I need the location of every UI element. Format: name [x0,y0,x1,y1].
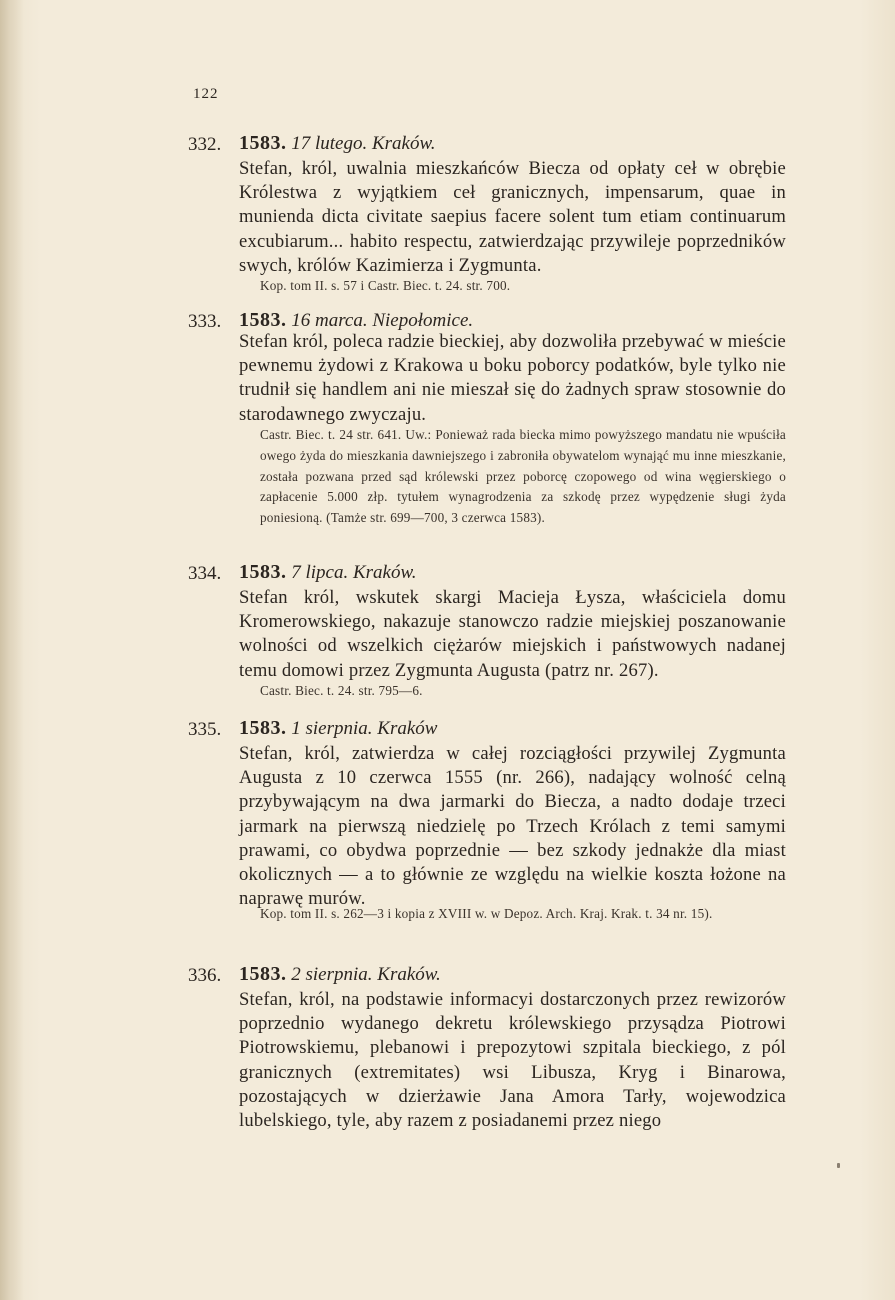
entry-date: 2 sierpnia. Kraków. [291,964,441,985]
entry-year: 1583. [239,132,287,154]
entry-source-note: Kop. tom II. s. 262—3 i kopia z XVIII w. w Depoz. Arch. Kraj. Krak. t. 34 nr. 15). [260,906,713,921]
entry-text: Stefan, król, uwalnia mieszkańców Biecza od opłaty ceł w obrębie Królestwa z wyjątkiem ceł granicznych, impensarum, quae in munienda dicta civitate saepius facere solent tum etiam continuarum excubiarum... habito respectu, zatwierdzając przywileje poprzedników swych, królów Kazimierza i Zygmunta. [239,158,786,276]
entry-source-note: Kop. tom II. s. 57 i Castr. Biec. t. 24. str. 700. [260,278,511,293]
entry-number: 333. [188,311,222,332]
page-number: 122 [193,86,219,102]
entry-date: 17 lutego. Kraków. [291,133,436,154]
page-spine-shadow [0,0,24,1300]
ink-speck [837,1163,840,1168]
entry-source-note: Castr. Biec. t. 24. str. 795—6. [260,683,423,698]
entry-number: 336. [188,965,222,986]
entry-source-note: Castr. Biec. t. 24 str. 641. Uw.: Ponieważ rada biecka mimo powyższego mandatu nie wpuściła owego żyda do mieszkania dawniejszego i zabroniła obywatelom wynająć mu inne mieszkanie, została pozwana przed sąd królewski przez poborcę czopowego od wina węgierskiego o zapłacenie 5.000 złp. tytułem wynagrodzenia za szkodę przez wypędzenie sługi żyda poniesioną. (Tamże str. 699—700, 3 czerwca 1583). [260,427,786,526]
entry-number: 334. [188,563,222,584]
entry-heading [239,132,436,155]
entry-text: Stefan, król, na podstawie informacyi dostarczonych przez rewizorów poprzednio wydanego dekretu królewskiego przysądza Piotrowi Piotrowskiemu, plebanowi i prepozytowi szpitala bieckiego, z pól granicznych (extremitates) wsi Libusza, Kryg i Binarowa, pozostających w dzierżawie Jana Amora Tarły, wojewodzica lubelskiego, tyle, aby razem z posiadanemi przez niego [239,989,786,1132]
entry-date: 1 sierpnia. Kraków [291,718,438,739]
entry-year: 1583. [239,561,287,583]
entry-heading [239,309,473,332]
entry-year: 1583. [239,309,287,331]
entry-heading [239,963,441,986]
entry-number: 332. [188,134,222,155]
entry-text: Stefan król, wskutek skargi Macieja Łysza, właściciela domu Kromerowskiego, nakazuje stanowczo radzie miejskiej poszanowanie wolności od wszelkich ciężarów miejskich i państwowych nadanej temu domowi przez Zygmunta Augusta (patrz nr. 267). [239,587,786,681]
entry-text: Stefan, król, zatwierdza w całej rozciągłości przywilej Zygmunta Augusta z 10 czerwca 1555 (nr. 266), nadający wolność celną przybywającym na dwa jarmarki do Biecza, a nadto dodaje trzeci jarmark na pierwszą niedzielę po Trzech Królach z temi samymi prawami, co obydwa poprzednie — bez szkody jednakże dla miast okolicznych — a to głównie ze względu na wielkie koszta łożone na naprawę murów. [239,743,786,910]
entry-number: 335. [188,719,222,740]
entry-heading [239,561,417,584]
entry-date: 16 marca. Niepołomice. [291,310,474,331]
entry-year: 1583. [239,963,287,985]
entry-year: 1583. [239,717,287,739]
entry-heading [239,717,437,740]
entry-text: Stefan król, poleca radzie bieckiej, aby dozwoliła przebywać w mieście pewnemu żydowi z Krakowa u boku poborcy podatków, byle tylko nie trudnił się handlem ani nie mieszał się do żadnych spraw stosownie do starodawnego zwyczaju. [239,331,786,425]
entry-date: 7 lipca. Kraków. [291,562,417,583]
